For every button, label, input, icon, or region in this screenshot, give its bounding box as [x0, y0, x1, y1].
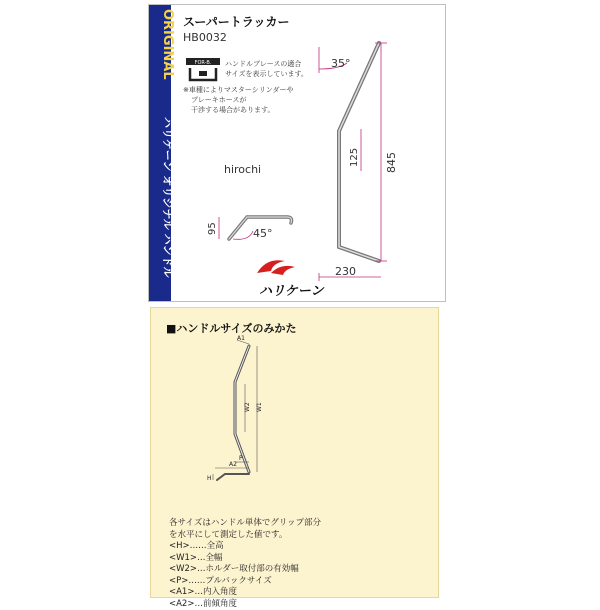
warning-line: ブレーキホースが — [183, 95, 293, 105]
dim-125-label: 125 — [349, 148, 360, 167]
side-label-jp: ハリケーン オリジナル ハンドル — [161, 117, 174, 279]
guide-w1-label: W1 — [256, 402, 263, 412]
warning-line: ※車種によりマスターシリンダーや — [183, 85, 293, 95]
brace-note-line: ハンドルブレースの適合 — [225, 59, 308, 69]
dim-95-label: 95 — [207, 222, 218, 235]
guide-desc-line: 各サイズはハンドル単体でグリップ部分 — [169, 518, 321, 530]
brand-name: ハリケーン — [259, 284, 324, 299]
guide-desc-line: <H>……全高 — [169, 541, 321, 553]
brace-icon-label: FOR-B. — [195, 60, 212, 66]
guide-desc-line: <P>……プルバックサイズ — [169, 576, 321, 588]
handlebar-diagram — [149, 5, 445, 301]
warning-line: 干渉する場合があります。 — [183, 105, 293, 115]
angle-side-label: 45° — [253, 227, 273, 240]
dim-230-label: 230 — [335, 265, 356, 278]
guide-diagram — [151, 308, 438, 513]
guide-heading: ■ハンドルサイズのみかた — [166, 320, 297, 336]
product-title: スーパートラッカー — [183, 13, 290, 30]
guide-p-label: P — [239, 455, 243, 462]
guide-desc-line: を水平にして測定した値です。 — [169, 530, 321, 542]
side-label-en: ORIGINAL — [160, 9, 175, 80]
brand-logo — [257, 260, 324, 299]
guide-desc-line: <A2>…前傾角度 — [169, 599, 321, 610]
dim-845-label: 845 — [385, 152, 398, 173]
product-code: HB0032 — [183, 31, 227, 44]
guide-side-view-shape — [217, 474, 249, 480]
size-guide-panel — [150, 307, 439, 598]
guide-desc-line: <W2>…ホルダー取付部の有効幅 — [169, 564, 321, 576]
guide-w2-label: W2 — [244, 402, 251, 412]
guide-description — [169, 518, 321, 610]
product-card — [148, 4, 446, 302]
guide-desc-line: <A1>…内入角度 — [169, 587, 321, 599]
guide-a1-label: A1 — [237, 335, 245, 342]
brace-note-line: サイズを表示しています。 — [225, 69, 308, 79]
guide-a2-label: A2 — [229, 461, 237, 468]
guide-h-label: H — [207, 475, 212, 482]
guide-desc-line: <W1>…全幅 — [169, 553, 321, 565]
watermark: hirochi — [224, 163, 261, 176]
angle-top-label: 35° — [331, 57, 351, 70]
